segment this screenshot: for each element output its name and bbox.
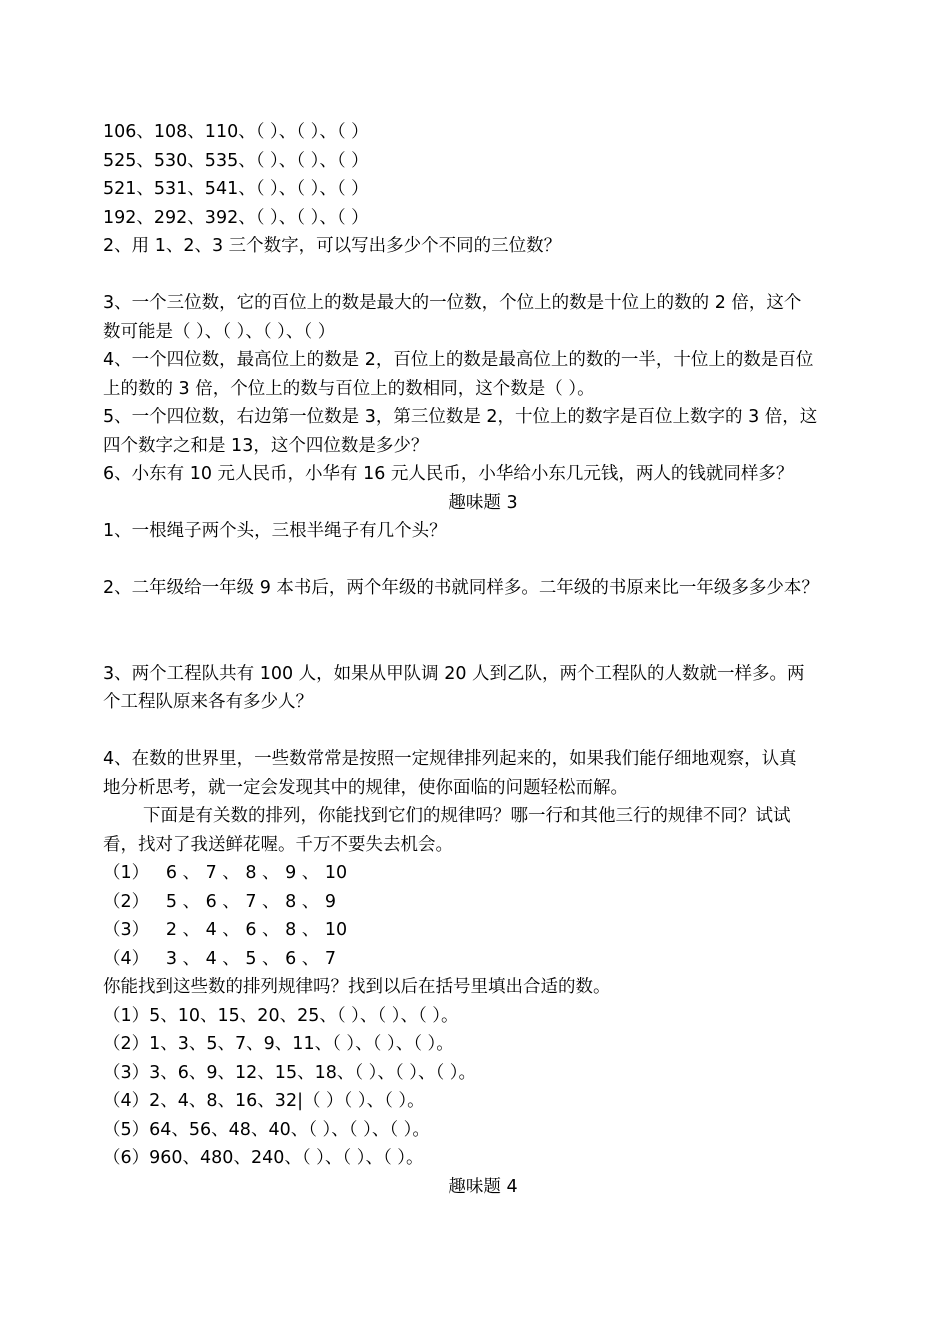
fill-item: （4）2、4、8、16、32|（ ）（ ）、（ ）。 xyxy=(103,1091,425,1111)
spacer xyxy=(103,546,863,575)
sequence-line: 192、292、392、（ ）、（ ）、（ ） xyxy=(103,207,369,228)
section-3-question-4-line-1: 4、在数的世界里，一些数常常是按照一定规律排列起来的，如果我们能仔细地观察，认真 xyxy=(103,749,797,769)
question-3-line-1: 3、一个三位数，它的百位上的数是最大的一位数，个位上的数是十位上的数的 2 倍，这个 xyxy=(103,293,802,313)
number-row: （3） 2 、 4 、 6 、 8 、 10 xyxy=(103,920,348,940)
sequence-line: 106、108、110、（ ）、（ ）、（ ） xyxy=(103,122,369,142)
question-3-line-2: 数可能是（ ）、（ ）、（ ）、（ ） xyxy=(103,321,336,342)
question-6: 6、小东有 10 元人民币，小华有 16 元人民币，小华给小东几元钱，两人的钱就同样多？ xyxy=(103,464,794,484)
spacer xyxy=(103,261,863,290)
fill-prompt: 你能找到这些数的排列规律吗？找到以后在括号里填出合适的数。 xyxy=(103,977,611,997)
question-5-line-2: 四个数字之和是 13，这个四位数是多少？ xyxy=(103,435,429,456)
number-row: （2） 5 、 6 、 7 、 8 、 9 xyxy=(103,891,336,912)
question-4-line-1: 4、一个四位数，最高位上的数是 2，百位上的数是最高位上的数的一半，十位上的数是百位 xyxy=(103,350,814,370)
section-3-title: 趣味题 3 xyxy=(448,492,518,513)
fill-item: （1）5、10、15、20、25、（ ）、（ ）、（ ）。 xyxy=(103,1005,459,1026)
section-3-question-4-line-2: 地分析思考，就一定会发现其中的规律，使你面临的问题轻松而解。 xyxy=(103,777,628,798)
section-3-question-2: 2、二年级给一年级 9 本书后，两个年级的书就同样多。二年级的书原来比一年级多多少本？ xyxy=(103,578,819,598)
spacer xyxy=(103,717,863,746)
number-row: （1） 6 、 7 、 8 、 9 、 10 xyxy=(103,863,348,883)
number-row: （4） 3 、 4 、 5 、 6 、 7 xyxy=(103,948,336,969)
paragraph-line-2: 看，找对了我送鲜花喔。千万不要失去机会。 xyxy=(103,834,453,855)
sequence-line: 525、530、535、（ ）、（ ）、（ ） xyxy=(103,150,369,171)
sequence-line: 521、531、541、（ ）、（ ）、（ ） xyxy=(103,179,369,199)
section-4-title: 趣味题 4 xyxy=(448,1176,518,1197)
fill-item: （6）960、480、240、（ ）、（ ）、（ ）。 xyxy=(103,1148,424,1168)
fill-item: （2）1、3、5、7、9、11、（ ）、（ ）、（ ）。 xyxy=(103,1034,454,1054)
paragraph-line-1: 下面是有关数的排列，你能找到它们的规律吗？哪一行和其他三行的规律不同？试试 xyxy=(143,806,791,826)
section-3-question-3-line-1: 3、两个工程队共有 100 人，如果从甲队调 20 人到乙队，两个工程队的人数就一样多。两 xyxy=(103,663,805,684)
fill-item: （5）64、56、48、40、（ ）、（ ）、（ ）。 xyxy=(103,1119,430,1140)
fill-item: （3）3、6、9、12、15、18、（ ）、（ ）、（ ）。 xyxy=(103,1062,477,1083)
question-4-line-2: 上的数的 3 倍，个位上的数与百位上的数相同，这个数是（ ）。 xyxy=(103,378,595,399)
document-page xyxy=(103,118,863,1201)
question-5-line-1: 5、一个四位数，右边第一位数是 3，第三位数是 2，十位上的数字是百位上数字的 3 倍，这 xyxy=(103,407,818,427)
section-3-question-1: 1、一根绳子两个头，三根半绳子有几个头？ xyxy=(103,521,447,541)
question-2: 2、用 1、2、3 三个数字，可以写出多少个不同的三位数？ xyxy=(103,236,562,256)
section-3-question-3-line-2: 个工程队原来各有多少人？ xyxy=(103,692,313,712)
spacer xyxy=(103,603,863,660)
